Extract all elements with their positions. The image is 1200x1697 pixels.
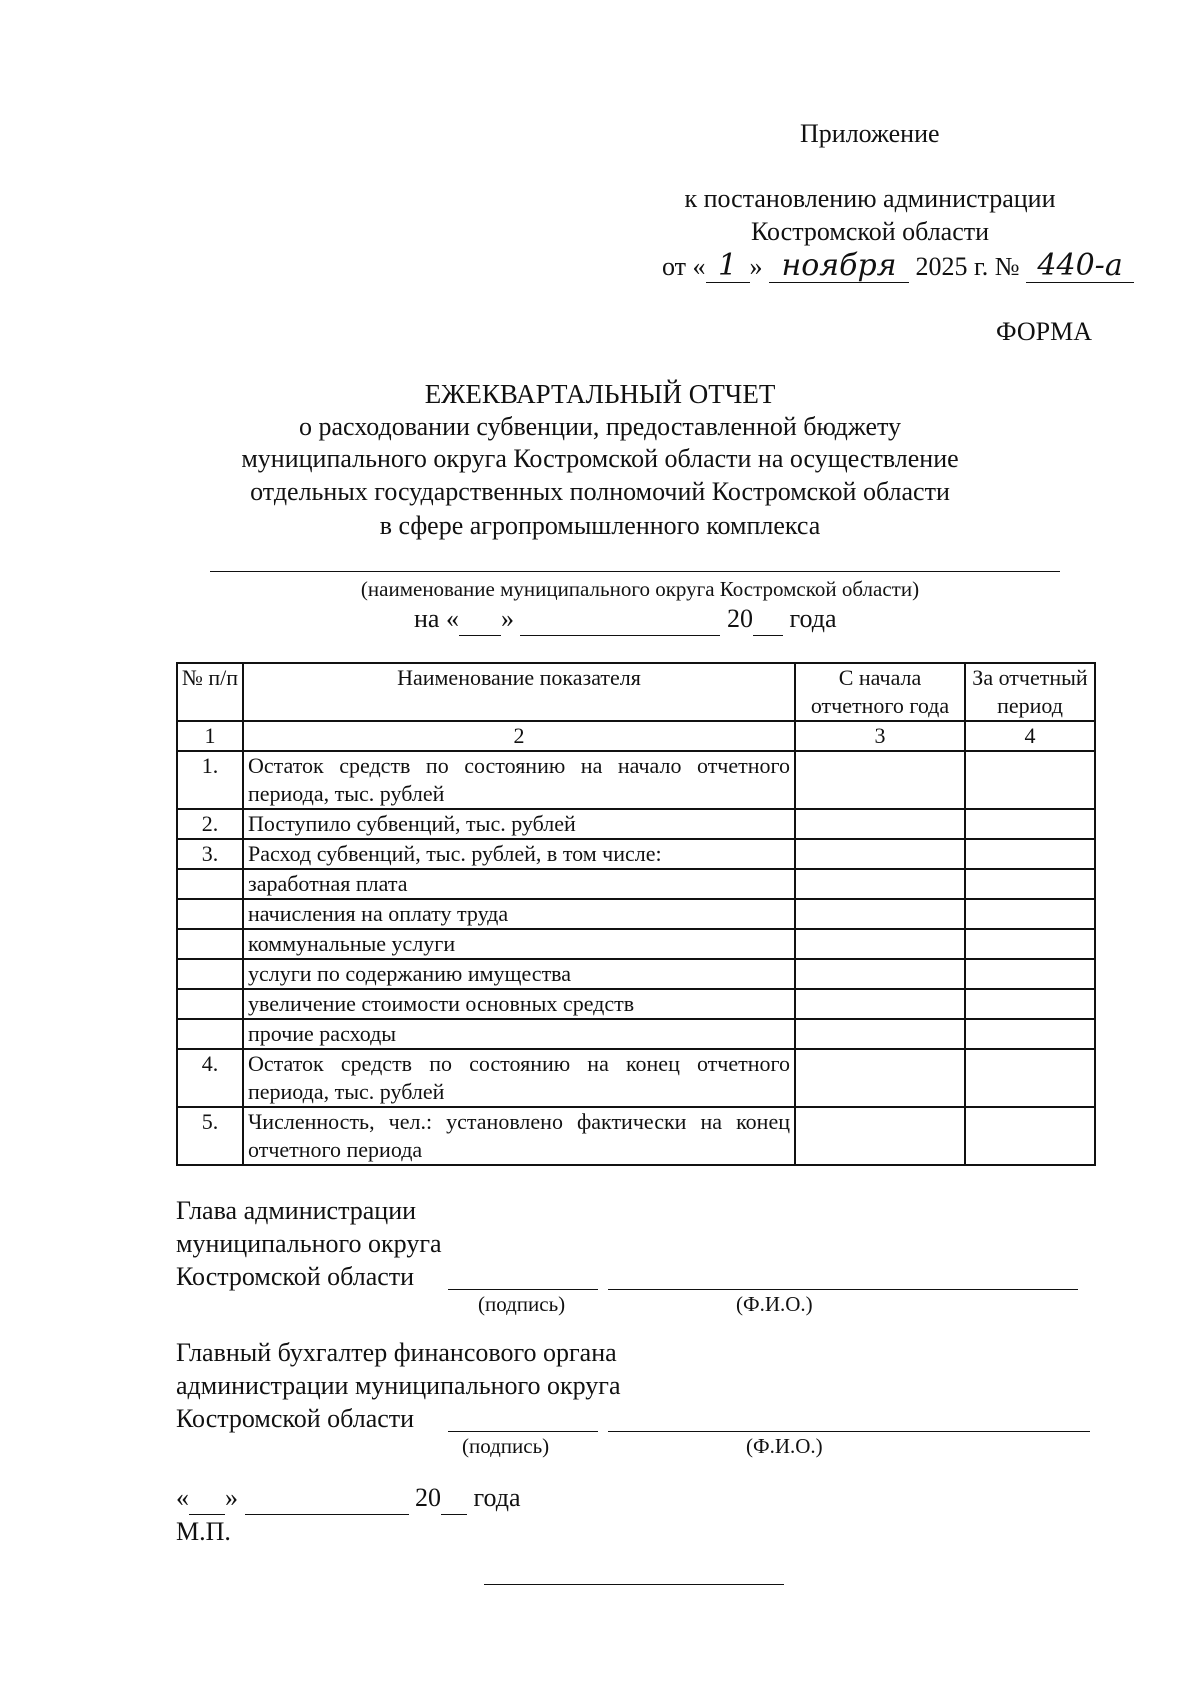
row-number (177, 929, 243, 959)
value-cell[interactable] (795, 989, 965, 1019)
footer-year-prefix: 20 (415, 1483, 441, 1512)
value-cell[interactable] (795, 1107, 965, 1165)
table-row (177, 959, 1095, 989)
footer-year-blank[interactable] (441, 1482, 467, 1515)
table-row (177, 869, 1095, 899)
date-month: ноября (769, 250, 909, 283)
municipality-line[interactable] (210, 571, 1060, 572)
value-cell[interactable] (795, 1019, 965, 1049)
index-cell: 3 (795, 721, 965, 751)
footer-day-blank[interactable] (189, 1482, 225, 1515)
row-name: увеличение стоимости основных средств (243, 989, 795, 1019)
accountant-title-1: Главный бухгалтер финансового органа (176, 1338, 617, 1367)
row-name: заработная плата (243, 869, 795, 899)
report-date (414, 603, 837, 636)
row-number (177, 1019, 243, 1049)
table-header-row (177, 663, 1095, 721)
value-cell[interactable] (795, 1049, 965, 1107)
seal-label: М.П. (176, 1517, 231, 1546)
row-name: Расход субвенций, тыс. рублей, в том числе: (243, 839, 795, 869)
closing-rule (484, 1584, 784, 1585)
report-subtitle-1: о расходовании субвенции, предоставленной бюджету (298, 412, 902, 441)
header-cell: С начала отчетного года (795, 663, 965, 721)
municipality-caption: (наименование муниципального округа Костромской области) (360, 577, 920, 601)
footer-date-suffix: года (473, 1483, 521, 1512)
index-cell: 4 (965, 721, 1095, 751)
table-row (177, 751, 1095, 809)
head-name-line[interactable] (608, 1289, 1078, 1290)
row-number (177, 989, 243, 1019)
date-year: 2025 г. № (915, 252, 1020, 281)
value-cell[interactable] (795, 751, 965, 809)
footer-date-prefix: « (176, 1483, 189, 1512)
row-name: Остаток средств по состоянию на конец отчетного периода, тыс. рублей (243, 1049, 795, 1107)
report-year-prefix: 20 (726, 604, 753, 633)
value-cell[interactable] (795, 899, 965, 929)
header-cell: № п/п (177, 663, 243, 721)
row-name: коммунальные услуги (243, 929, 795, 959)
accountant-signature-line[interactable] (448, 1431, 598, 1432)
value-cell[interactable] (965, 929, 1095, 959)
date-day: 1 (706, 250, 750, 283)
table-index-row (177, 721, 1095, 751)
footer-date (176, 1482, 521, 1515)
value-cell[interactable] (965, 1019, 1095, 1049)
accountant-title-3: Костромской области (176, 1404, 415, 1433)
accountant-sign-caption: (подпись) (462, 1434, 550, 1458)
report-month-blank[interactable] (520, 603, 720, 636)
row-number (177, 869, 243, 899)
table-row (177, 929, 1095, 959)
value-cell[interactable] (965, 899, 1095, 929)
decree-line-2: Костромской области (750, 217, 990, 246)
decree-line-1: к постановлению администрации (684, 184, 1056, 213)
table-row (177, 839, 1095, 869)
row-number (177, 899, 243, 929)
head-sign-caption: (подпись) (478, 1292, 566, 1316)
value-cell[interactable] (965, 869, 1095, 899)
appendix-label: Приложение (800, 119, 940, 148)
report-subtitle-4: в сфере агропромышленного комплекса (379, 511, 821, 540)
decree-date (662, 250, 1134, 283)
accountant-name-line[interactable] (608, 1431, 1090, 1432)
report-title: ЕЖЕКВАРТАЛЬНЫЙ ОТЧЕТ (424, 379, 776, 409)
value-cell[interactable] (795, 929, 965, 959)
footer-date-mid: » (225, 1483, 238, 1512)
value-cell[interactable] (795, 809, 965, 839)
report-table (176, 662, 1096, 1166)
date-prefix: от « (662, 252, 706, 281)
report-date-mid: » (500, 604, 514, 633)
row-name: Поступило субвенций, тыс. рублей (243, 809, 795, 839)
row-name: прочие расходы (243, 1019, 795, 1049)
row-number: 2. (177, 809, 243, 839)
table-row (177, 1019, 1095, 1049)
row-number: 3. (177, 839, 243, 869)
table-row (177, 1107, 1095, 1165)
header-cell: За отчетный период (965, 663, 1095, 721)
row-name: услуги по содержанию имущества (243, 959, 795, 989)
table-row (177, 989, 1095, 1019)
row-number (177, 959, 243, 989)
index-cell: 1 (177, 721, 243, 751)
form-label: ФОРМА (996, 317, 1092, 346)
value-cell[interactable] (795, 959, 965, 989)
value-cell[interactable] (965, 839, 1095, 869)
table-row (177, 809, 1095, 839)
report-subtitle-2: муниципального округа Костромской области на осуществление (241, 444, 959, 473)
row-name: Численность, чел.: установлено фактически на конец отчетного периода (243, 1107, 795, 1165)
value-cell[interactable] (965, 989, 1095, 1019)
decree-number: 440-а (1026, 250, 1134, 283)
header-cell: Наименование показателя (243, 663, 795, 721)
value-cell[interactable] (965, 1107, 1095, 1165)
report-subtitle-3: отдельных государственных полномочий Костромской области (250, 477, 950, 506)
row-number: 1. (177, 751, 243, 809)
head-title-1: Глава администрации (176, 1196, 417, 1225)
date-mid: » (749, 252, 763, 281)
table-row (177, 1049, 1095, 1107)
value-cell[interactable] (795, 839, 965, 869)
accountant-title-2: администрации муниципального округа (176, 1371, 621, 1400)
report-day-blank[interactable] (459, 603, 501, 636)
table-row (177, 899, 1095, 929)
value-cell[interactable] (965, 959, 1095, 989)
row-name: Остаток средств по состоянию на начало отчетного периода, тыс. рублей (243, 751, 795, 809)
row-number: 4. (177, 1049, 243, 1107)
report-date-prefix: на « (414, 604, 459, 633)
index-cell: 2 (243, 721, 795, 751)
value-cell[interactable] (965, 751, 1095, 809)
head-title-3: Костромской области (176, 1262, 415, 1291)
head-signature-line[interactable] (448, 1289, 598, 1290)
value-cell[interactable] (795, 869, 965, 899)
row-name: начисления на оплату труда (243, 899, 795, 929)
report-year-blank[interactable] (753, 603, 783, 636)
value-cell[interactable] (965, 1049, 1095, 1107)
head-name-caption: (Ф.И.О.) (736, 1292, 813, 1316)
report-date-suffix: года (789, 604, 837, 633)
accountant-name-caption: (Ф.И.О.) (746, 1434, 823, 1458)
footer-month-blank[interactable] (245, 1482, 409, 1515)
head-title-2: муниципального округа (176, 1229, 442, 1258)
row-number: 5. (177, 1107, 243, 1165)
value-cell[interactable] (965, 809, 1095, 839)
